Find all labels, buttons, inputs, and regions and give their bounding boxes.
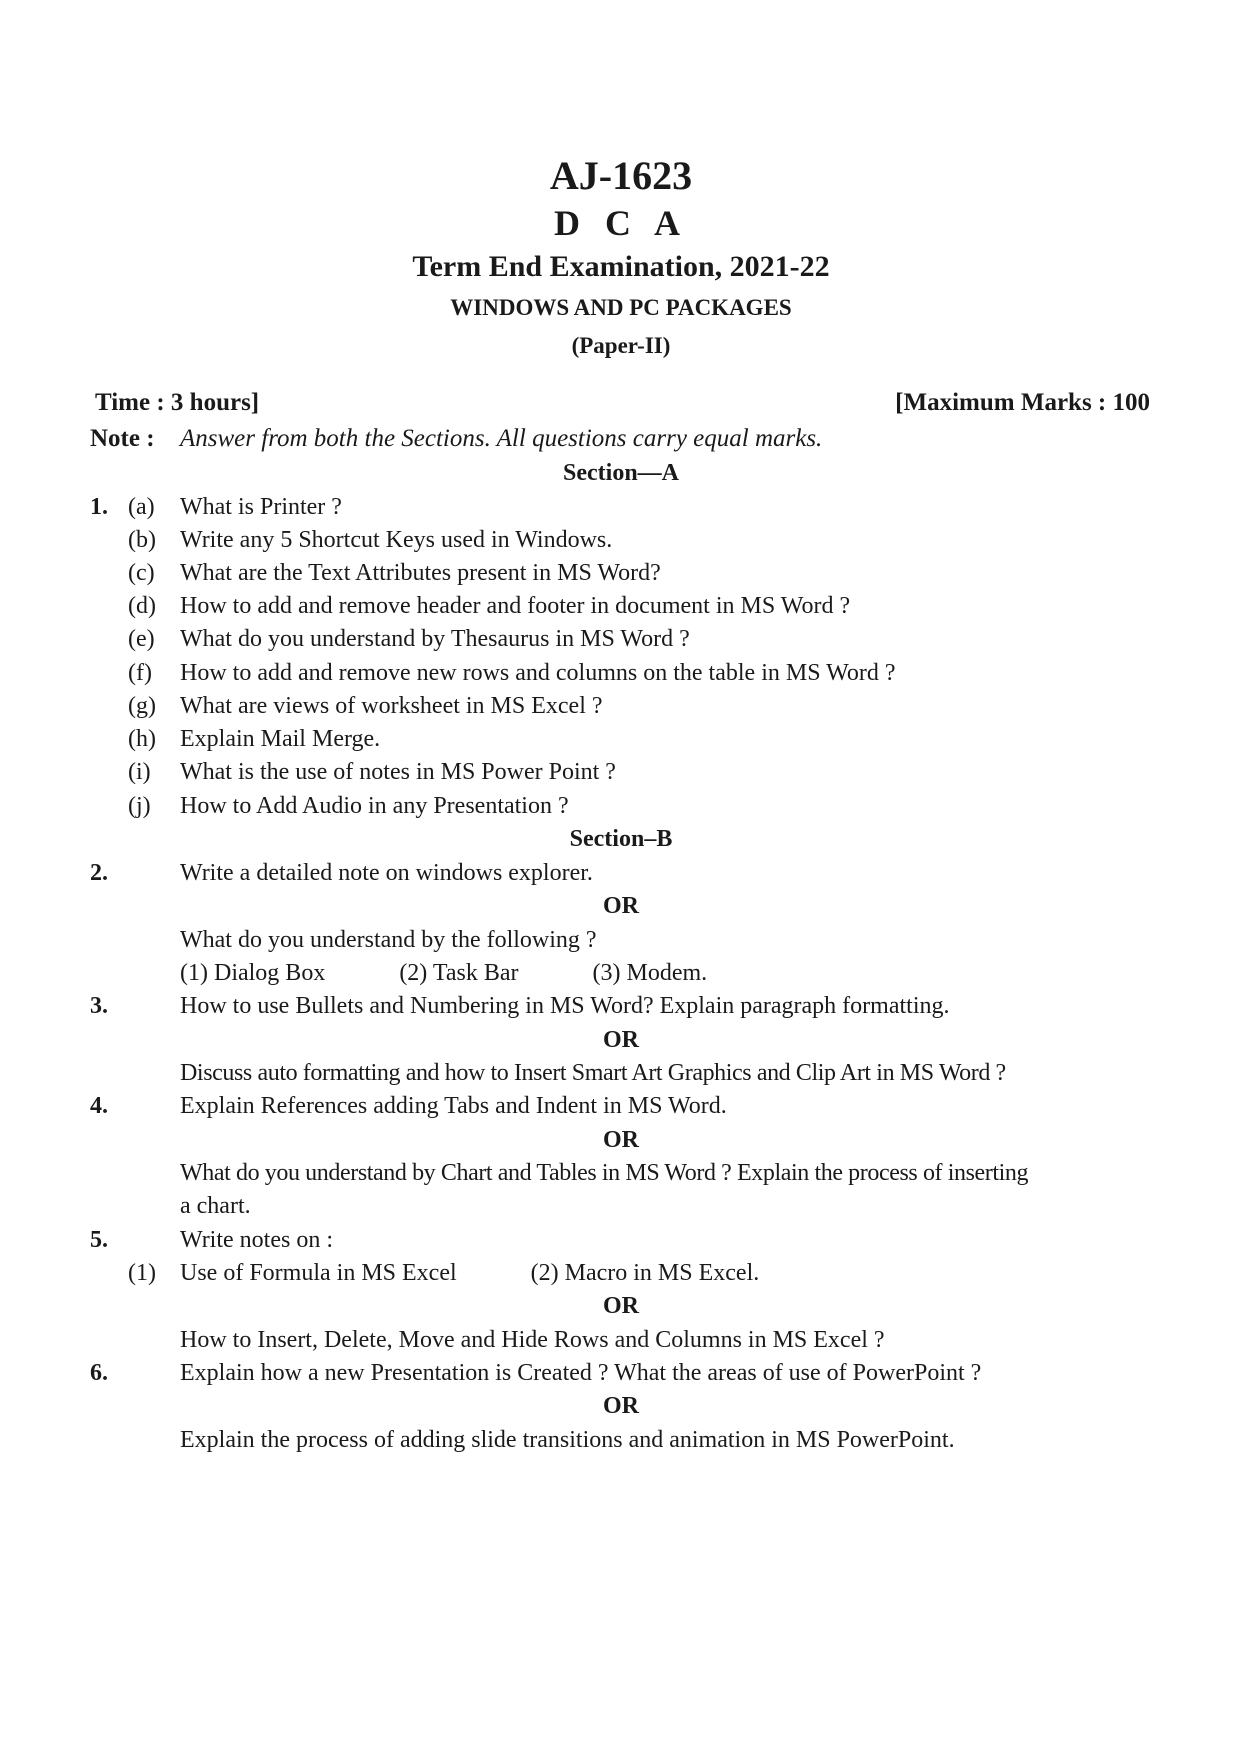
option-item: (2) Task Bar bbox=[399, 960, 519, 986]
question-text: Explain References adding Tabs and Indent in MS Word. bbox=[180, 1093, 727, 1119]
question-number: 4. bbox=[90, 1093, 108, 1119]
question-row bbox=[0, 1156, 1242, 1190]
question-row bbox=[0, 1056, 1242, 1090]
question-row bbox=[0, 1323, 1242, 1357]
sub-question-label: (c) bbox=[128, 560, 155, 586]
question-row bbox=[0, 1223, 1242, 1257]
note-text: Answer from both the Sections. All questions carry equal marks. bbox=[180, 425, 823, 452]
sub-question-label: (1) bbox=[128, 1260, 156, 1286]
question-row bbox=[0, 1356, 1242, 1390]
question-text: Write notes on : bbox=[180, 1227, 333, 1253]
option-item: (3) Modem. bbox=[592, 960, 708, 986]
maximum-marks: [Maximum Marks : 100 bbox=[895, 389, 1150, 416]
question-row bbox=[0, 490, 1242, 524]
question-text: How to Insert, Delete, Move and Hide Rows and Columns in MS Excel ? bbox=[180, 1327, 885, 1353]
question-text: Explain the process of adding slide transitions and animation in MS PowerPoint. bbox=[180, 1427, 955, 1453]
sub-question-text: What is Printer ? bbox=[180, 494, 342, 520]
paper-code: AJ-1623 bbox=[549, 153, 693, 198]
option-list bbox=[180, 956, 707, 990]
subject-title: WINDOWS AND PC PACKAGES bbox=[450, 295, 792, 320]
question-text: What do you understand by the following ? bbox=[180, 927, 597, 953]
question-number: 5. bbox=[90, 1227, 108, 1253]
question-row bbox=[0, 923, 1242, 957]
question-text: Discuss auto formatting and how to Insert Smart Art Graphics and Clip Art in MS Word ? bbox=[180, 1060, 1006, 1086]
question-row bbox=[0, 722, 1242, 756]
question-row bbox=[0, 789, 1242, 823]
option-item: Use of Formula in MS Excel bbox=[180, 1260, 457, 1286]
sub-question-label: (a) bbox=[128, 494, 155, 520]
note-label: Note : bbox=[90, 425, 155, 452]
question-row bbox=[0, 1089, 1242, 1123]
sub-question-label: (j) bbox=[128, 793, 151, 819]
question-row bbox=[0, 755, 1242, 789]
program-name: D C A bbox=[553, 203, 688, 243]
question-text: Write a detailed note on windows explorer. bbox=[180, 860, 593, 886]
question-row bbox=[0, 1423, 1242, 1457]
question-row bbox=[0, 989, 1242, 1023]
question-row bbox=[0, 589, 1242, 623]
section-b-heading: Section–B bbox=[569, 826, 673, 852]
sub-question-text: How to add and remove new rows and columns on the table in MS Word ? bbox=[180, 660, 896, 686]
or-separator: OR bbox=[603, 1393, 639, 1419]
sub-question-label: (i) bbox=[128, 759, 151, 785]
question-text: How to use Bullets and Numbering in MS Word? Explain paragraph formatting. bbox=[180, 993, 950, 1019]
sub-question-text: How to Add Audio in any Presentation ? bbox=[180, 793, 569, 819]
sub-question-label: (f) bbox=[128, 660, 152, 686]
exam-title: Term End Examination, 2021-22 bbox=[412, 250, 830, 283]
paper-number: (Paper-II) bbox=[571, 333, 671, 358]
option-list bbox=[180, 1256, 759, 1290]
question-row bbox=[0, 956, 1242, 990]
sub-question-label: (b) bbox=[128, 527, 156, 553]
question-row bbox=[0, 1256, 1242, 1290]
or-separator: OR bbox=[603, 1293, 639, 1319]
sub-question-text: How to add and remove header and footer in document in MS Word ? bbox=[180, 593, 851, 619]
sub-question-label: (h) bbox=[128, 726, 156, 752]
question-text: a chart. bbox=[180, 1193, 251, 1219]
sub-question-text: What do you understand by Thesaurus in MS Word ? bbox=[180, 626, 690, 652]
sub-question-label: (g) bbox=[128, 693, 156, 719]
sub-question-text: What is the use of notes in MS Power Point ? bbox=[180, 759, 616, 785]
question-text: What do you understand by Chart and Tables in MS Word ? Explain the process of inserting bbox=[180, 1160, 1029, 1186]
question-number: 3. bbox=[90, 993, 108, 1019]
question-number: 2. bbox=[90, 860, 108, 886]
question-row bbox=[0, 689, 1242, 723]
option-item: (2) Macro in MS Excel. bbox=[530, 1260, 760, 1286]
sub-question-text: Explain Mail Merge. bbox=[180, 726, 381, 752]
or-separator: OR bbox=[603, 1027, 639, 1053]
sub-question-text: Write any 5 Shortcut Keys used in Windows. bbox=[180, 527, 613, 553]
question-text: Explain how a new Presentation is Created ? What the areas of use of PowerPoint ? bbox=[180, 1360, 982, 1386]
question-number: 1. bbox=[90, 494, 108, 520]
question-row bbox=[0, 556, 1242, 590]
question-row bbox=[0, 622, 1242, 656]
question-row bbox=[0, 656, 1242, 690]
or-separator: OR bbox=[603, 893, 639, 919]
or-separator: OR bbox=[603, 1127, 639, 1153]
question-row bbox=[0, 856, 1242, 890]
section-a-heading: Section—A bbox=[563, 460, 679, 486]
question-row bbox=[0, 1189, 1242, 1223]
time-allowed: Time : 3 hours] bbox=[95, 389, 260, 416]
option-item: (1) Dialog Box bbox=[180, 960, 326, 986]
sub-question-label: (e) bbox=[128, 626, 155, 652]
question-row bbox=[0, 523, 1242, 557]
question-number: 6. bbox=[90, 1360, 108, 1386]
sub-question-label: (d) bbox=[128, 593, 156, 619]
sub-question-text: What are the Text Attributes present in MS Word? bbox=[180, 560, 661, 586]
sub-question-text: What are views of worksheet in MS Excel ? bbox=[180, 693, 603, 719]
